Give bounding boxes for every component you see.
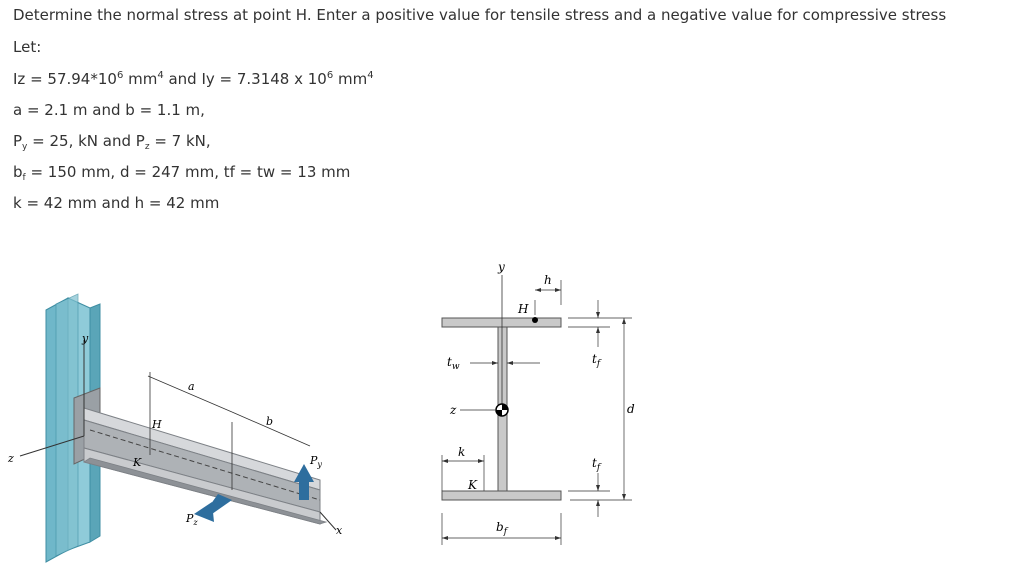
section-k-label: k — [458, 445, 466, 459]
py-symbol: P — [13, 132, 23, 150]
section-k-point-label: K — [468, 478, 477, 492]
section-d-label: d — [627, 402, 635, 416]
bf-rest: = 150 mm, d = 247 mm, tf = tw = 13 mm — [25, 163, 351, 181]
iy-text: and Iy = 7.3148 x 10 — [163, 70, 327, 88]
py-subscript: y — [22, 142, 28, 152]
iz-unit: mm — [123, 70, 158, 88]
section-z-label: z — [450, 403, 457, 417]
bf-subscript: f — [22, 173, 26, 183]
iy-exponent: 6 — [326, 70, 334, 81]
beam-z-label: z — [8, 452, 14, 465]
iz-unit-exponent: 4 — [157, 70, 164, 81]
beam-k-label: K — [133, 456, 142, 469]
pz-rest: = 7 kN, — [149, 132, 211, 150]
lengths-line: a = 2.1 m and b = 1.1 m, — [13, 101, 205, 119]
section-h-point-label: H — [518, 302, 529, 316]
iy-unit-exponent: 4 — [367, 70, 374, 81]
iz-exponent: 6 — [116, 70, 124, 81]
section-tf-top-label: $t_f$ — [592, 352, 601, 369]
let-label: Let: — [13, 38, 42, 56]
bf-symbol: b — [13, 163, 23, 181]
cross-section-figure — [420, 255, 650, 555]
beam — [84, 408, 326, 524]
section-h-lower-label: h — [544, 273, 552, 287]
beam-b-label: b — [266, 415, 274, 428]
beam-figure — [0, 280, 360, 570]
beam-a-label: a — [188, 380, 195, 393]
beam-pz-label: $P_z$ — [186, 512, 198, 527]
beam-py-label: $P_y$ — [310, 454, 322, 469]
beam-h-label: H — [152, 418, 162, 431]
beam-y-label: y — [82, 332, 89, 345]
iy-unit: mm — [333, 70, 368, 88]
loads-line — [13, 131, 211, 151]
section-tf-bottom-label: $t_f$ — [592, 456, 601, 473]
moment-of-inertia-line — [13, 69, 374, 89]
section-tw-label: $t_w$ — [447, 355, 460, 372]
py-rest: = 25, kN and P — [27, 132, 145, 150]
beam-x-label: x — [336, 524, 343, 537]
iz-text: Iz = 57.94*10 — [13, 70, 117, 88]
pz-arrow — [194, 494, 232, 522]
point-h-icon — [532, 317, 538, 323]
dimensions-line — [13, 162, 350, 182]
pz-subscript: z — [144, 142, 150, 152]
kh-line: k = 42 mm and h = 42 mm — [13, 194, 220, 212]
question-text: Determine the normal stress at point H. Enter a positive value for tensile stress and a negative value for compressive stress — [13, 6, 947, 24]
section-y-label: y — [498, 260, 505, 274]
section-bf-label: $b_f$ — [496, 520, 508, 537]
